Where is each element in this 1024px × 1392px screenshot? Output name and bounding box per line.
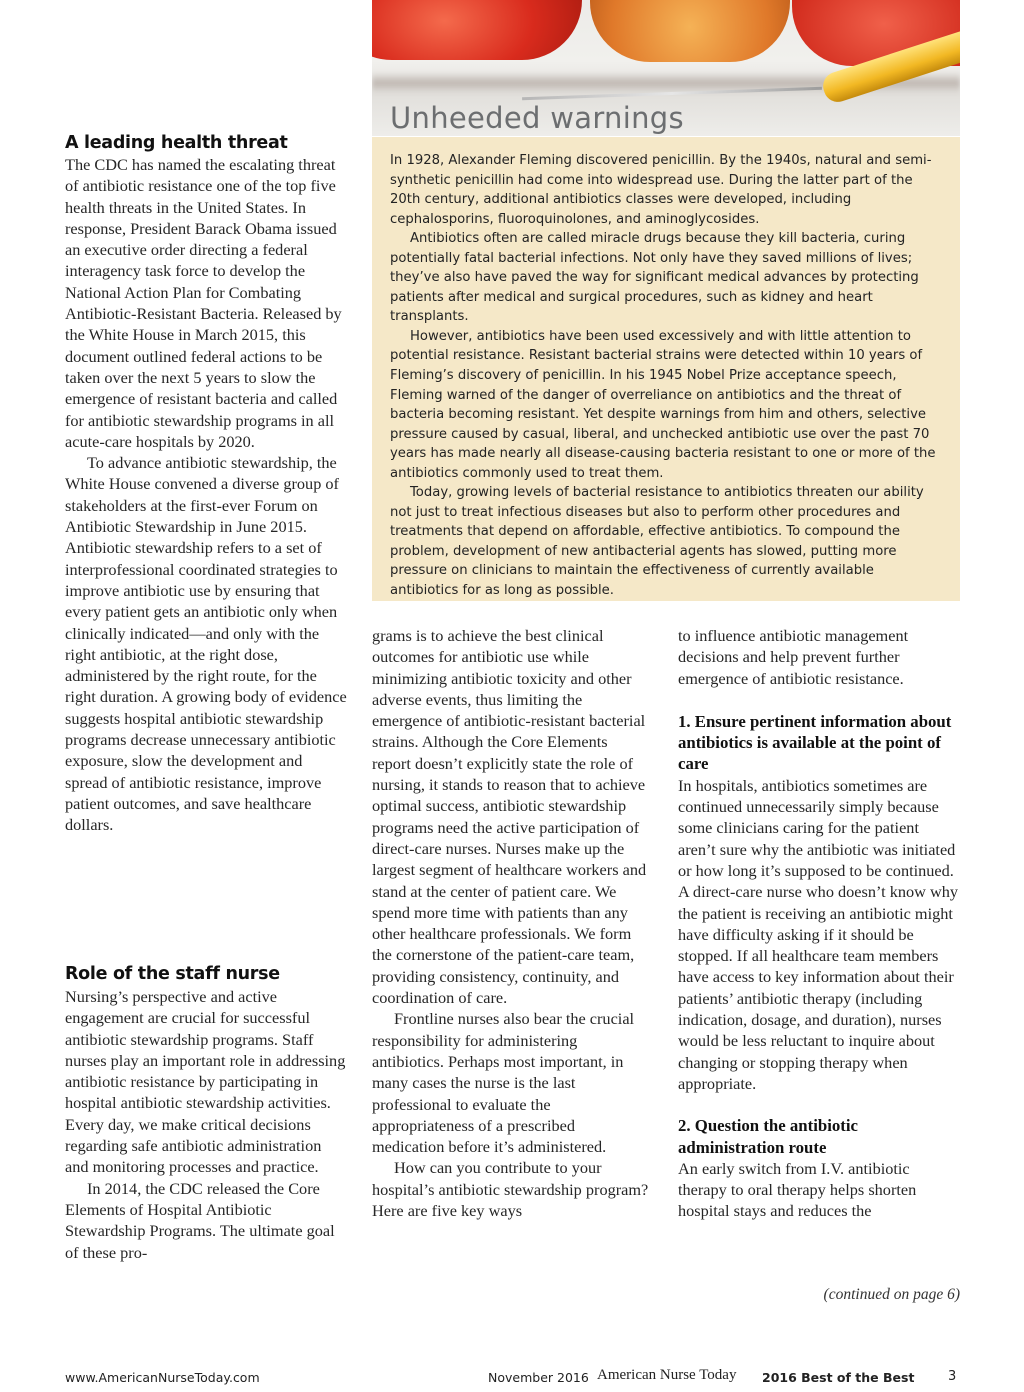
body-paragraph: To advance antibiotic stewardship, the White House convened a diverse group of stakeholders at the first-ever Forum on Antibiotic Stewardship in June 2015. Antibiotic stewardship refers to a set of interprofessional coordinated strategies to improve antibiotic use by ensuring that every patient gets an antibiotic only when clinically indicated—and only with the right antibiotic, at the right dose, administered by the right route, for the right duration. A growing body of evidence suggests hospital antibiotic stewardship programs decrease unnecessary antibiotic exposure, slow the development and spread of antibiotic resistance, improve patient outcomes, and save healthcare dollars. (65, 453, 347, 835)
body-paragraph: How can you contribute to your hospital’s antibiotic stewardship program? Here are five key ways (372, 1158, 649, 1221)
section-heading-health-threat: A leading health threat (65, 133, 288, 153)
body-paragraph: grams is to achieve the best clinical outcomes for antibiotic use while minimizing antibiotic toxicity and other adverse events, thus limiting the emergence of antibiotic-resistant bacterial strains. Although the Core Elements report doesn’t explicitly state the role of nursing, it stands to reason that to achieve optimal success, antibiotic stewardship programs need the active participation of direct-care nurses. Nurses make up the largest segment of healthcare workers and stand at the center of patient care. We spend more time with patients than any other healthcare professionals. We form the cornerstone of the patient-care team, providing consistency, continuity, and coordination of care. (372, 626, 647, 1008)
footer-date: November 2016 (488, 1370, 589, 1385)
unheeded-warnings-sidebar (372, 137, 960, 601)
body-paragraph: to influence antibiotic management decisions and help prevent further emergence of antibiotic resistance. (678, 626, 909, 688)
tip-heading-2: 2. Question the antibiotic administration route (678, 1116, 858, 1157)
footer-issue: 2016 Best of the Best (762, 1370, 915, 1385)
sidebar-paragraph: Today, growing levels of bacterial resistance to antibiotics threaten our ability not just to treat infectious diseases but also to perform other procedures and treatments that depend on affordable, effective antibiotics. To compound the problem, development of new antibacterial agents has slowed, putting more pressure on clinicians to maintain the effectiveness of currently available antibiotics for as long as possible. (390, 485, 924, 599)
body-paragraph: An early switch from I.V. antibiotic therapy to oral therapy helps shorten hospital stays and reduces the (678, 1158, 917, 1221)
section-heading-staff-nurse: Role of the staff nurse (65, 964, 280, 984)
sidebar-paragraph: Antibiotics often are called miracle drugs because they kill bacteria, curing potentially fatal bacterial infections. Not only have they saved millions of lives; they’ve also have paved the way for significant medical advances by protecting patients after medical and surgical procedures, such as kidney and heart transplants. (390, 231, 919, 325)
tip-heading-1: 1. Ensure pertinent information about antibiotics is available at the point of care (678, 711, 952, 774)
sidebar-paragraph: In 1928, Alexander Fleming discovered penicillin. By the 1940s, natural and semi-synthetic penicillin had come into widespread use. During the latter part of the 20th century, additional antibiotics classes were developed, including cephalosporins, fluoroquinolones, and aminoglycosides. (390, 153, 932, 227)
body-paragraph: Frontline nurses also bear the crucial responsibility for administering antibiotics. Perhaps most important, in many cases the nurse is the last professional to evaluate the appropriateness of a prescribed medication before it’s administered. (372, 1009, 635, 1157)
sidebar-paragraph: However, antibiotics have been used excessively and with little attention to potential resistance. Resistant bacterial strains were detected within 10 years of Fleming’s discovery of penicillin. In his 1945 Nobel Prize acceptance speech, Fleming warned of the danger of overreliance on antibiotics and the threat of bacteria becoming resistant. Yet despite warnings from him and others, selective pressure caused by casual, liberal, and unchecked antibiotic use over the past 70 years has made nearly all disease-causing bacteria resistant to one or more of the antibiotics commonly used to treat them. (390, 328, 936, 481)
column-3 (678, 625, 960, 1222)
body-paragraph: The CDC has named the escalating threat of antibiotic resistance one of the top five health threats in the United States. In response, President Barack Obama issued an executive order directing a federal interagency task force to develop the National Action Plan for Combating Antibiotic-Resistant Bacteria. Released by the White House in March 2015, this document outlined federal actions to be taken over the next 5 years to slow the emergence of resistant bacteria and called for antibiotic stewardship programs in all acute-care hospitals by 2020. (65, 155, 342, 451)
body-paragraph: In 2014, the CDC released the Core Elements of Hospital Antibiotic Stewardship Programs. The ultimate goal of these pro- (65, 1178, 335, 1262)
continued-note: (continued on page 6) (823, 1286, 960, 1303)
body-paragraph: Nursing’s perspective and active engagement are crucial for successful antibiotic stewardship programs. Staff nurses play an important role in addressing antibiotic resistance by participating in hospital antibiotic stewardship activities. Every day, we make critical decisions regarding safe antibiotic administration and monitoring processes and practice. (65, 987, 346, 1177)
footer-magazine: American Nurse Today (597, 1367, 737, 1383)
footer-website: www.AmericanNurseToday.com (65, 1370, 260, 1385)
sidebar-title: Unheeded warnings (390, 101, 684, 135)
page-number: 3 (948, 1369, 957, 1384)
column-2 (372, 625, 650, 1221)
column-1-top (65, 154, 348, 836)
column-1-bottom (65, 986, 348, 1263)
body-paragraph: In hospitals, antibiotics sometimes are continued unnecessarily simply because some clinicians caring for the patient aren’t sure why the antibiotic was initiated or how long it’s supposed to be continued. A direct-care nurse who doesn’t know why the patient is receiving an antibiotic might have difficulty asking if it should be stopped. If all healthcare team members have access to key information about their patients’ antibiotic therapy (including indication, dosage, and duration), nurses would be less reluctant to inquire about changing or stopping therapy when appropriate. (678, 775, 959, 1093)
